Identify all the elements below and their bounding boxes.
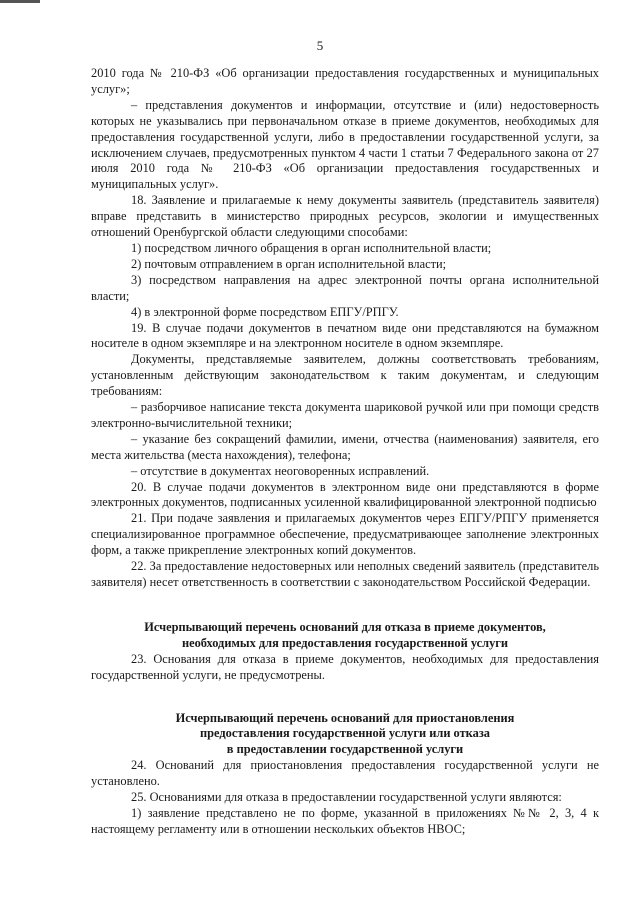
section-spacer [91, 591, 599, 620]
paragraph: 2010 года № 210-ФЗ «Об организации предоставления государственных и муниципальных услуг»; [91, 66, 599, 96]
paragraph: – отсутствие в документах неоговоренных исправлений. [131, 463, 430, 478]
paragraph: 19. В случае подачи документов в печатном виде они представляются на бумажном носителе в одном экземпляре и на электронном носителе в одном экземпляре. [91, 320, 599, 351]
paragraph: 24. Оснований для приостановления предоставления государственной услуги не установлено. [91, 758, 599, 789]
paragraph: – представления документов и информации, отсутствие и (или) недостоверность которых не указывались при первоначальном отказе в приеме документов, необходимых для предоставления государственной услуги, либо в предоставлении государственной услуги, за исключением случаев, предусмотренных пунктом 4 части 1 статьи 7 Федерального закона от 27 июля 2010 года № 210-ФЗ «Об организации предоставления государственных и муниципальных услуг». [91, 97, 599, 192]
paragraph: 1) заявление представлено не по форме, указанной в приложениях №№ 2, 3, 4 к настоящему регламенту или в отношении нескольких объектов НВОС; [91, 805, 599, 836]
paragraph: 4) в электронной форме посредством ЕПГУ/РПГУ. [131, 304, 399, 319]
section-heading [91, 711, 599, 759]
paragraph: Документы, представляемые заявителем, должны соответствовать требованиям, установленным действующим законодательством к таким документам, и следующим требованиям: [91, 352, 599, 399]
section-heading-line: в предоставлении государственной услуги [226, 742, 464, 757]
paragraph: – разборчивое написание текста документа шариковой ручкой или при помощи средств электронно-вычислительной техники; [91, 400, 599, 430]
document-body [91, 66, 599, 838]
paragraph: 2) почтовым отправлением в орган исполнительной власти; [131, 256, 447, 271]
page-number: 5 [316, 38, 324, 53]
paragraph: 3) посредством направления на адрес электронной почты органа исполнительной власти; [91, 272, 599, 303]
paragraph: 25. Основаниями для отказа в предоставлении государственной услуги являются: [131, 790, 562, 805]
section-heading-line: необходимых для предоставления государственной услуги [181, 635, 509, 650]
paragraph: – указание без сокращений фамилии, имени, отчества (наименования) заявителя, его места жительства (места нахождения), телефона; [91, 431, 599, 462]
section-heading-line: предоставления государственной услуги или отказа [199, 726, 491, 741]
section-heading-line: Исчерпывающий перечень оснований для отказа в приеме документов, [144, 619, 546, 634]
paragraph: 18. Заявление и прилагаемые к нему документы заявитель (представитель заявителя) вправе представить в министерство природных ресурсов, экологии и имущественных отношений Оренбургской области следующими способами: [91, 193, 599, 240]
scan-edge-mark [0, 0, 40, 3]
paragraph: 20. В случае подачи документов в электронном виде они представляются в форме электронных документов, подписанных усиленной квалифицированной электронной подписью [91, 479, 599, 510]
section-heading [91, 620, 599, 652]
section-heading-line: Исчерпывающий перечень оснований для приостановления [175, 710, 515, 725]
paragraph: 21. При подаче заявления и прилагаемых документов через ЕПГУ/РПГУ применяется специализированное программное обеспечение, предусматривающее заполнение электронных форм, а также прикрепление электронных копий документов. [91, 511, 599, 558]
paragraph: 1) посредством личного обращения в орган исполнительной власти; [131, 240, 492, 255]
paragraph: 22. За предоставление недостоверных или неполных сведений заявитель (представитель заявителя) несет ответственность в соответствии с законодательством Российской Федерации. [91, 559, 599, 589]
paragraph: 23. Основания для отказа в приеме документов, необходимых для предоставления государственной услуги, не предусмотрены. [91, 651, 599, 682]
section-spacer [91, 684, 599, 711]
